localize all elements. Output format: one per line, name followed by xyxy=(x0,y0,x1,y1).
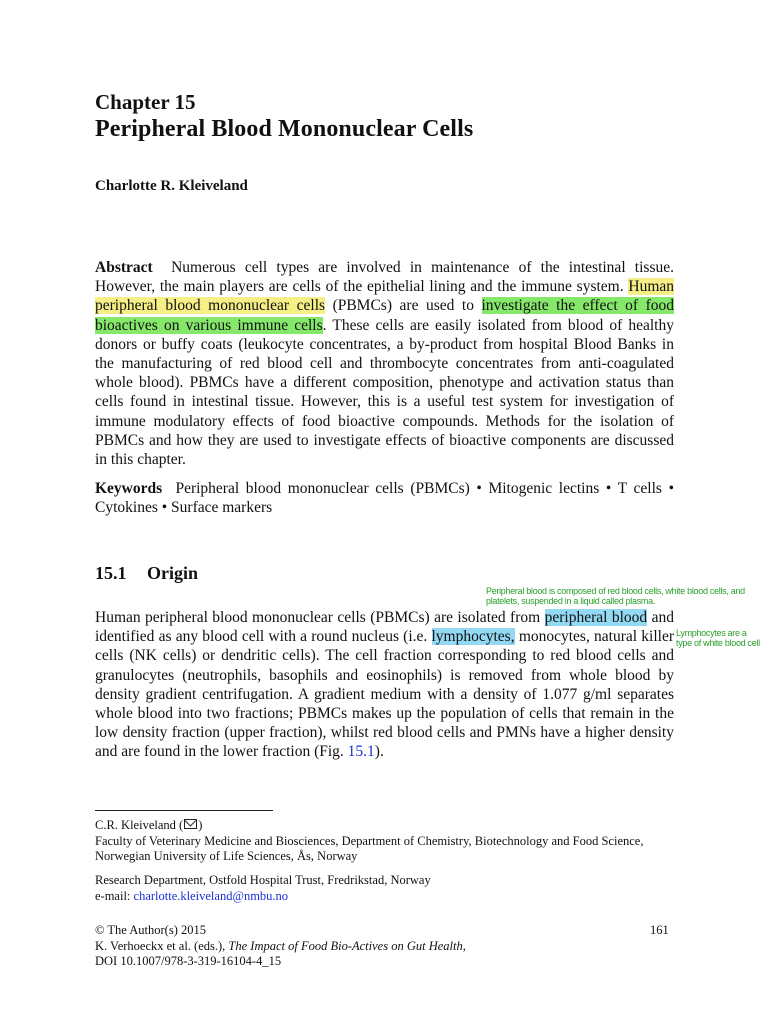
keywords-paragraph xyxy=(95,479,674,517)
footnote-affiliation-block xyxy=(95,873,685,904)
footnote-citation-block xyxy=(95,923,685,970)
keywords-label: Keywords xyxy=(95,480,163,497)
origin-text: monocytes, natural killer cells (NK cells) or dendritic cells). The cell fraction corresponding to red blood cells and granulocytes (neutrophils, basophils and eosinophils) is removed from whole blood by density gradient centrifugation. A gradient medium with a density of 1.077 g/ml separates whole blood into two fractions; PBMCs makes up the population of cells that remain in the low density fraction (upper fraction), whilst red blood cells and PMNs have a higher density and are found in the lower fraction (Fig. xyxy=(95,628,675,761)
highlight-lymphocytes[interactable]: lymphocytes, xyxy=(431,628,515,646)
origin-text: Human peripheral blood mononuclear cells (PBMCs) are isolated from xyxy=(95,609,541,626)
footnote-author: C.R. Kleiveland ( xyxy=(95,818,184,832)
chapter-title: Peripheral Blood Mononuclear Cells xyxy=(95,116,474,142)
annotation-lymphocytes[interactable]: Lymphocytes are a type of white blood cell xyxy=(676,628,760,648)
chapter-author: Charlotte R. Kleiveland xyxy=(95,178,248,194)
abstract-text: . These cells are easily isolated from blood of healthy donors or buffy coats (leukocyte concentrates, a by-product from hospital Blood Banks in the manufacturing of red blood cell and thrombocyte concentrates from anti-coagulated whole blood). PBMCs have a different composition, phenotype and activation status than cells found in intestinal tissue. However, this is a useful test system for investigation of immune modulatory effects of food bioactive compounds. Methods for the isolation of PBMCs and how they are used to investigate effects of bioactive components are discussed in this chapter. xyxy=(95,316,674,469)
abstract-paragraph xyxy=(95,258,674,469)
section-title: Origin xyxy=(147,563,199,583)
book-title: The Impact of Food Bio-Actives on Gut Health xyxy=(228,938,463,953)
highlight-pbmc[interactable]: Human peripheral blood mononuclear cells xyxy=(95,278,675,315)
email-label: e-mail: xyxy=(95,888,134,903)
footnote-affiliation: Faculty of Veterinary Medicine and Biosciences, Department of Chemistry, Biotechnology and Food Science, Norwegian University of Life Sciences, Ås, Norway xyxy=(95,833,644,863)
chapter-number: Chapter 15 xyxy=(95,90,196,114)
annotation-peripheral-blood[interactable]: Peripheral blood is composed of red blood cells, white blood cells, and platelets, suspended in a liquid called plasma. xyxy=(486,586,745,606)
footnote-author-close: ) xyxy=(198,818,203,832)
abstract-text: (PBMCs) are used to xyxy=(332,297,474,315)
doi: DOI 10.1007/978-3-319-16104-4_15 xyxy=(95,954,282,968)
envelope-icon xyxy=(184,819,197,829)
book-comma: , xyxy=(462,938,466,953)
page-number: 161 xyxy=(650,923,669,937)
abstract-text: Numerous cell types are involved in maintenance of the intestinal tissue. However, the main players are cells of the epithelial lining and the immune system. xyxy=(95,259,674,296)
footnote-affiliation: Research Department, Ostfold Hospital Trust, Fredrikstad, Norway xyxy=(95,873,431,887)
editors: K. Verhoeckx et al. (eds.), xyxy=(95,938,229,953)
copyright: © The Author(s) 2015 xyxy=(95,923,206,937)
footnote-author-block xyxy=(95,818,685,865)
keywords-text: Peripheral blood mononuclear cells (PBMCs) • Mitogenic lectins • T cells • Cytokines • Surface markers xyxy=(95,480,674,517)
section-number: 15.1 xyxy=(95,563,127,583)
figure-link[interactable]: 15.1 xyxy=(347,743,375,761)
footnote-divider xyxy=(95,810,273,811)
abstract-label: Abstract xyxy=(95,259,153,276)
origin-paragraph xyxy=(95,608,674,762)
highlight-peripheral-blood[interactable]: peripheral blood xyxy=(544,609,648,626)
section-heading xyxy=(95,563,198,584)
email-link[interactable]: charlotte.kleiveland@nmbu.no xyxy=(133,888,289,903)
origin-text: ). xyxy=(374,743,384,761)
highlight-food-bioactives[interactable]: investigate the effect of food bioactives on various immune cells xyxy=(95,297,674,334)
origin-text: and identified as any blood cell with a round nucleus (i.e. xyxy=(95,609,675,646)
